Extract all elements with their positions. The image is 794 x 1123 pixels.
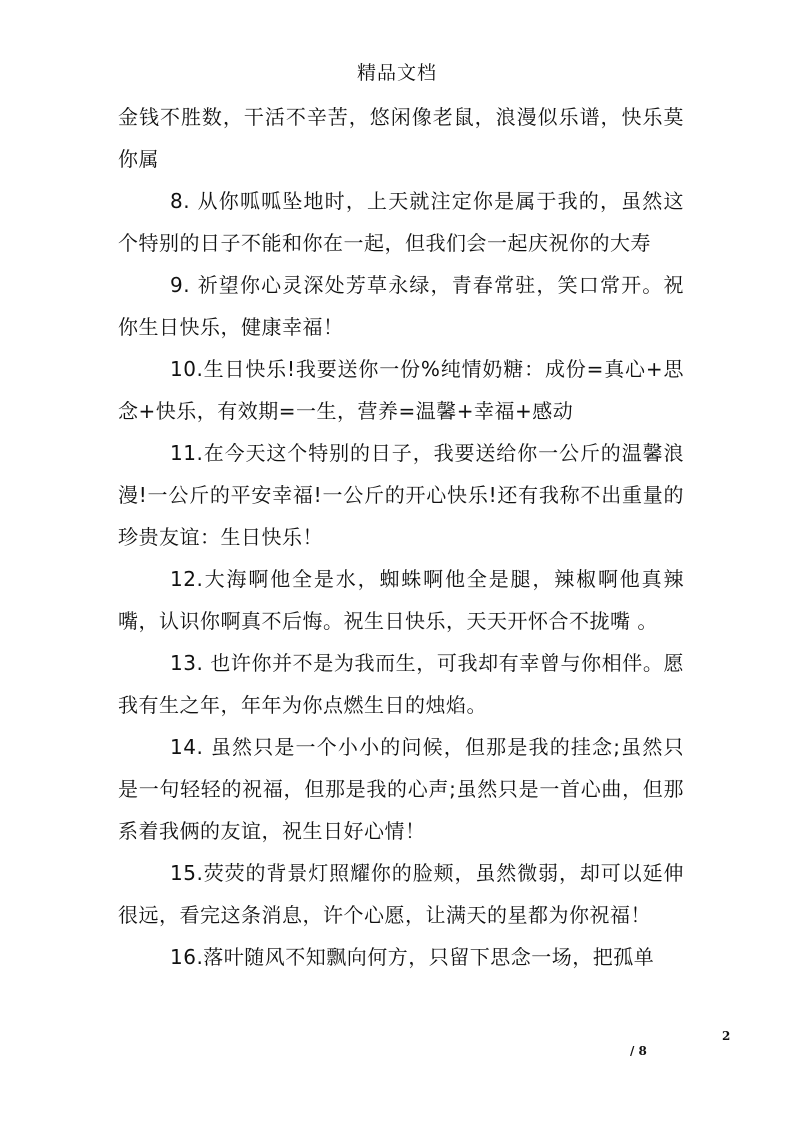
paragraph-13: 13. 也许你并不是为我而生，可我却有幸曾与你相伴。愿我有生之年，年年为你点燃生日的烛焰。	[118, 651, 684, 717]
page-number: 2	[722, 1029, 731, 1043]
paragraph-9: 9. 祈望你心灵深处芳草永绿，青春常驻，笑口常开。祝你生日快乐，健康幸福！	[118, 273, 684, 339]
document-header: 精品文档	[356, 62, 437, 84]
document-body	[118, 96, 684, 978]
paragraph-14: 14. 虽然只是一个小小的问候，但那是我的挂念;虽然只是一句轻轻的祝福，但那是我的心声;虽然只是一首心曲，但那系着我俩的友谊，祝生日好心情！	[118, 735, 684, 843]
paragraph-15: 15.荧荧的背景灯照耀你的脸颊，虽然微弱，却可以延伸很远，看完这条消息，许个心愿，让满天的星都为你祝福！	[118, 861, 684, 927]
paragraph-0: 金钱不胜数，干活不辛苦，悠闲像老鼠，浪漫似乐谱，快乐莫你属	[118, 105, 684, 171]
page-total: / 8	[630, 1044, 647, 1058]
paragraph-11: 11.在今天这个特别的日子，我要送给你一公斤的温馨浪漫!一公斤的平安幸福!一公斤的开心快乐!还有我称不出重量的珍贵友谊：生日快乐！	[118, 441, 684, 549]
paragraph-12: 12.大海啊他全是水，蜘蛛啊他全是腿，辣椒啊他真辣嘴，认识你啊真不后悔。祝生日快乐，天天开怀合不拢嘴 。	[118, 567, 684, 633]
paragraph-8: 8. 从你呱呱坠地时，上天就注定你是属于我的，虽然这个特别的日子不能和你在一起，但我们会一起庆祝你的大寿	[118, 189, 684, 255]
paragraph-16: 16.落叶随风不知飘向何方，只留下思念一场，把孤单	[170, 945, 655, 969]
paragraph-10: 10.生日快乐!我要送你一份%纯情奶糖：成份=真心+思念+快乐，有效期=一生，营养=温馨+幸福+感动	[118, 357, 684, 423]
